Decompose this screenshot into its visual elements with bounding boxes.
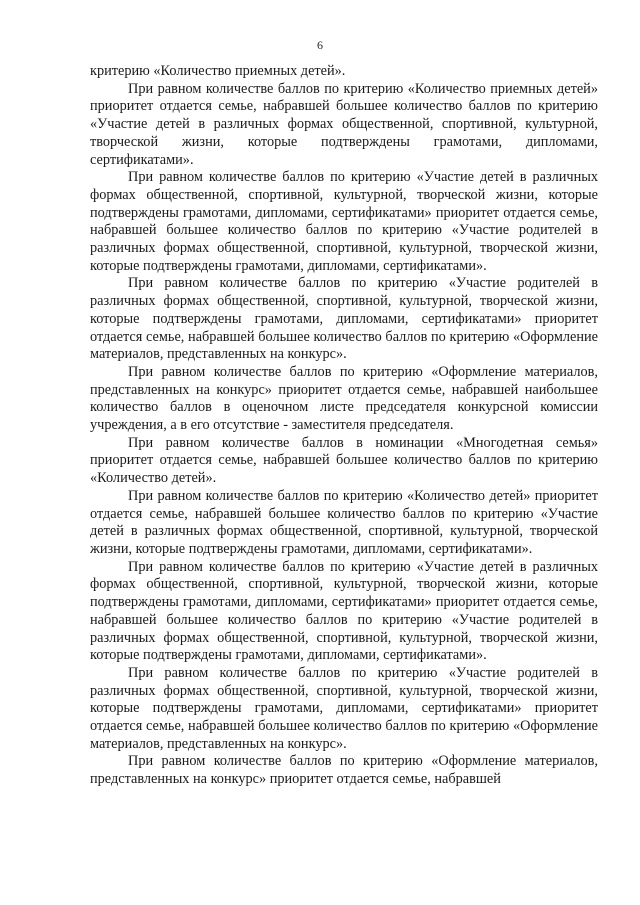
paragraph: При равном количестве баллов по критерию «Участие детей в различных формах общественной, спортивной, культурной, творческой жизни, которые подтверждены грамотами, дипломами, сертификатами» приоритет отдается семье, набравшей большее количество баллов по критерию «Участие родителей в различных формах общественной, спортивной, культурной, творческой жизни, которые подтверждены грамотами, дипломами, сертификатами». <box>90 558 598 664</box>
paragraph: При равном количестве баллов по критерию «Количество приемных детей» приоритет отдается семье, набравшей большее количество баллов по критерию «Участие детей в различных формах общественной, спортивной, культурной, творческой жизни, которые подтверждены грамотами, дипломами, сертификатами». <box>90 80 598 168</box>
page-number: 6 <box>317 38 323 52</box>
paragraph-truncated: При равном количестве баллов по критерию «Оформление материалов, представленных на конкурс» приоритет отдается семье, набравшей <box>90 753 598 788</box>
paragraph: При равном количестве баллов в номинации «Многодетная семья» приоритет отдается семье, набравшей большее количество баллов по критерию «Количество детей». <box>90 434 598 487</box>
paragraph: При равном количестве баллов по критерию «Участие родителей в различных формах общественной, спортивной, культурной, творческой жизни, которые подтверждены грамотами, дипломами, сертификатами» приоритет отдается семье, набравшей большее количество баллов по критерию «Оформление материалов, представленных на конкурс». <box>90 275 598 363</box>
paragraph: При равном количестве баллов по критерию «Количество детей» приоритет отдается семье, набравшей большее количество баллов по критерию «Участие детей в различных формах общественной, спортивной, культурной, творческой жизни, которые подтверждены грамотами, дипломами, сертификатами». <box>90 487 598 557</box>
paragraph-continued: критерию «Количество приемных детей». <box>90 63 346 79</box>
document-body <box>90 63 598 789</box>
paragraph: При равном количестве баллов по критерию «Участие родителей в различных формах общественной, спортивной, культурной, творческой жизни, которые подтверждены грамотами, дипломами, сертификатами» приоритет отдается семье, набравшей большее количество баллов по критерию «Оформление материалов, представленных на конкурс». <box>90 664 598 752</box>
paragraph: При равном количестве баллов по критерию «Участие детей в различных формах общественной, спортивной, культурной, творческой жизни, которые подтверждены грамотами, дипломами, сертификатами» приоритет отдается семье, набравшей большее количество баллов по критерию «Участие родителей в различных формах общественной, спортивной, культурной, творческой жизни, которые подтверждены грамотами, дипломами, сертификатами». <box>90 169 598 274</box>
paragraph: При равном количестве баллов по критерию «Оформление материалов, представленных на конкурс» приоритет отдается семье, набравшей наибольшее количество баллов в оценочном листе председателя конкурсной комиссии учреждения, а в его отсутствие - заместителя председателя. <box>90 363 598 434</box>
